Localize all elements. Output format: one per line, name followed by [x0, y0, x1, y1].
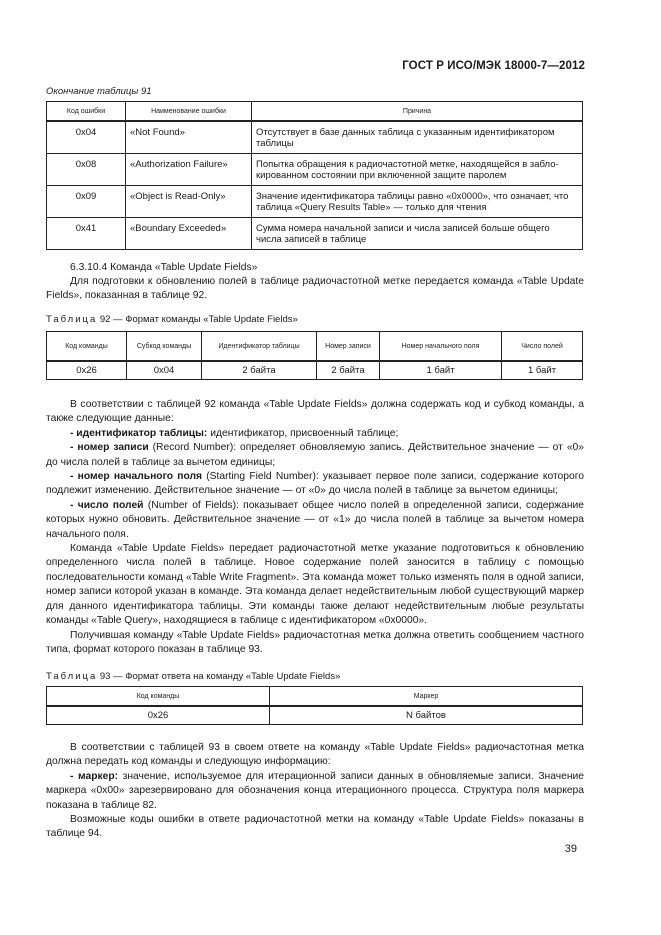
table91-cell-name: «Authorization Failure» — [126, 154, 252, 186]
table91-cell-reason: Попытка обращения к радиочастотной метке, находящейся в забло-кированном состоянии при включенной защите паролем — [252, 154, 583, 186]
list-item-term: число полей — [77, 499, 144, 511]
table93-caption — [46, 671, 340, 682]
list-item: - номер начального поля (Starting Field Number): указывает первое поле записи, содержание которого подлежит изменению. Действительное значение — от «0» до числа полей в таблице за вычетом единицы; — [46, 471, 584, 497]
body2-p2: Возможные коды ошибки в ответе радиочастотной метки на команду «Table Update Fields» показаны в таблице 94. — [46, 814, 584, 840]
table91-cell-code: 0x41 — [47, 218, 126, 250]
table-91 — [46, 101, 583, 250]
table91-header-reason: Причина — [252, 102, 583, 122]
list-item: - число полей (Number of Fields): показывает общее число полей в определенной записи, содержание которых нужно обновить. Действительное значение — от «1» до числа полей в таблице за вычетом номера начального поля. — [46, 499, 584, 540]
table91-cell-name: «Not Found» — [126, 121, 252, 154]
body1-p3: Получившая команду «Table Update Fields» радиочастотная метка должна ответить сообщением частного типа, формат которого показан в таблице 93. — [46, 629, 584, 655]
list-item: - идентификатор таблицы: идентификатор, присвоенный таблице; — [70, 427, 399, 439]
list-item-term: номер записи — [77, 442, 149, 454]
table92-header-record-number: Номер записи — [317, 332, 380, 362]
table92-caption — [46, 314, 298, 325]
table92-header-subcode: Субкод команды — [127, 332, 202, 362]
list-item: - маркер: значение, используемое для итерационной записи данных в обновляемые записи. Значение маркера «0x00» зарезервировано для обозначения конца итерационного процесса. Структура поля маркера показана в таблице 82. — [46, 770, 584, 811]
table93-cell: 0x26 — [47, 706, 270, 725]
table91-header-code: Код ошибки — [47, 102, 126, 122]
table91-caption: Окончание таблицы 91 — [46, 86, 152, 97]
table92-caption-text: 92 — Формат команды «Table Update Fields» — [97, 314, 298, 325]
list-item-text: (Number of Fields): показывает общее число полей в определенной записи, содержание которых нужно обновить. Действительное значение — от «1» до числа полей в таблице за вычетом номера начального поля. — [46, 499, 584, 540]
table92-cell: 0x26 — [47, 361, 127, 380]
table92-cell: 1 байт — [380, 361, 502, 380]
table91-cell-reason: Отсутствует в базе данных таблица с указанным идентификатором таблицы — [252, 121, 583, 154]
table-row — [47, 706, 583, 725]
table93-caption-text: 93 — Формат ответа на команду «Table Update Fields» — [97, 671, 341, 682]
table91-cell-reason: Сумма номера начальной записи и числа записей больше общего числа записей в таблице — [252, 218, 583, 250]
table-92 — [46, 331, 583, 380]
table93-header-marker: Маркер — [270, 687, 583, 707]
table92-header-field-count: Число полей — [502, 332, 583, 362]
page-number: 39 — [564, 843, 577, 855]
list-item-term: маркер: — [77, 770, 119, 782]
table91-header-name: Наименование ошибки — [126, 102, 252, 122]
table93-header-command-code: Код команды — [47, 687, 270, 707]
section-heading: 6.3.10.4 Команда «Table Update Fields» — [70, 262, 258, 273]
table-row — [47, 154, 583, 186]
table-row — [47, 218, 583, 250]
table91-cell-reason: Значение идентификатора таблицы равно «0x0000», что означает, что таблица «Query Results Table» — только для чтения — [252, 186, 583, 218]
table-93 — [46, 686, 583, 725]
list-item-term: идентификатор таблицы: — [76, 427, 208, 439]
table92-header-command-code: Код команды — [47, 332, 127, 362]
body2-p1: В соответствии с таблицей 93 в своем ответе на команду «Table Update Fields» радиочастотная метка должна передать код команды и следующую информацию: — [46, 742, 584, 768]
table91-cell-name: «Object is Read-Only» — [126, 186, 252, 218]
table91-cell-code: 0x08 — [47, 154, 126, 186]
list-item-text: (Record Number): определяет обновляемую запись. Действительное значение — от «0» до числа полей в таблице за вычетом единицы; — [46, 442, 584, 468]
list-item-text: значение, используемое для итерационной записи данных в обновляемые записи. Значение маркера «0x00» зарезервировано для обозначения конца итерационного процесса. Структура поля маркера показана в таблице 82. — [46, 770, 584, 811]
table91-cell-code: 0x09 — [47, 186, 126, 218]
section-intro — [46, 275, 584, 304]
body1-p2: Команда «Table Update Fields» передает радиочастотной метке указание подготовиться к обновлению определенного числа полей в таблице. Новое содержание полей заносится в таблицу с помощью последовательности команд «Table Write Fragment». Эта команда может только изменять поля в одной записи, номер записи которой указан в команде. Эта команда делает недействительным любой существующий маркер для данного идентификатора таблицы. Эти команды также делают недействительным любые результаты команды «Table Query», находящиеся в таблице с идентификатором «0x0000». — [46, 543, 584, 627]
list-item-text: идентификатор, присвоенный таблице; — [207, 427, 399, 439]
table-row — [47, 186, 583, 218]
table91-cell-name: «Boundary Exceeded» — [126, 218, 252, 250]
table92-header-table-id: Идентификатор таблицы — [202, 332, 317, 362]
document-header: ГОСТ Р ИСО/МЭК 18000-7—2012 — [402, 60, 585, 72]
body-section-2 — [46, 741, 584, 842]
table-row — [47, 121, 583, 154]
table-row — [47, 361, 583, 380]
table92-cell: 1 байт — [502, 361, 583, 380]
table92-cell: 2 байта — [317, 361, 380, 380]
section-intro-text: Для подготовки к обновлению полей в таблице радиочастотной метке передается команда «Table Update Fields», показанная в таблице 92. — [46, 276, 584, 302]
body-section-1 — [46, 398, 584, 657]
table93-cell: N байтов — [270, 706, 583, 725]
list-item-term: номер начального поля — [77, 471, 203, 483]
table92-cell: 0x04 — [127, 361, 202, 380]
list-item: - номер записи (Record Number): определяет обновляемую запись. Действительное значение — от «0» до числа полей в таблице за вычетом единицы; — [46, 442, 584, 468]
body1-p1: В соответствии с таблицей 92 команда «Table Update Fields» должна содержать код и субкод команды, а также следующие данные: — [46, 399, 584, 425]
table93-caption-label: Таблица — [46, 671, 98, 682]
table92-caption-label: Таблица — [46, 314, 98, 325]
table92-cell: 2 байта — [202, 361, 317, 380]
table92-header-start-field: Номер начального поля — [380, 332, 502, 362]
list-item-text: (Starting Field Number): указывает первое поле записи, содержание которого подлежит изменению. Действительное значение — от «0» до числа полей в таблице за вычетом единицы; — [46, 471, 584, 497]
table91-cell-code: 0x04 — [47, 121, 126, 154]
